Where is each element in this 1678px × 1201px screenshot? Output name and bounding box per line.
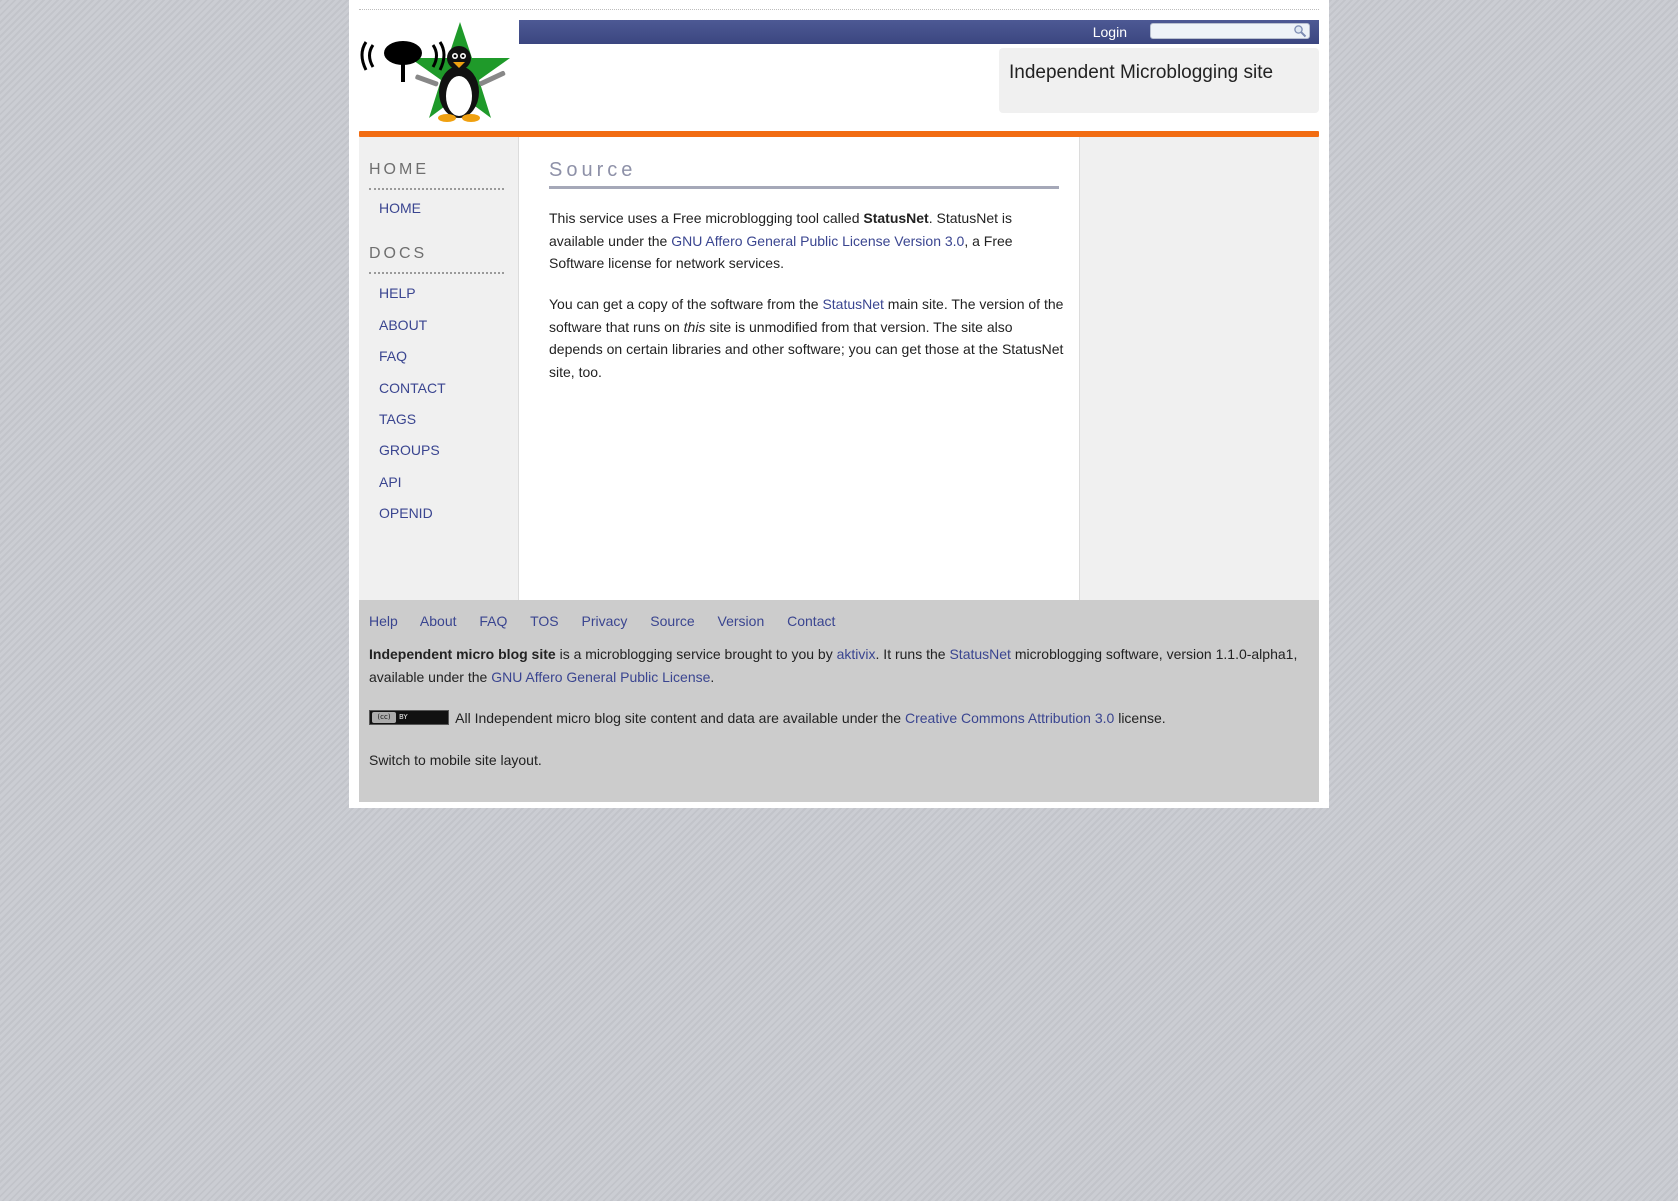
cc-by-badge-icon[interactable] [369, 710, 449, 725]
text: , a Free Software license for network services. [549, 232, 1013, 271]
footer-link-tos[interactable]: TOS [530, 613, 559, 629]
footer-link-about[interactable]: About [419, 613, 457, 629]
search-input[interactable] [1150, 23, 1310, 39]
site-name-bold: Independent micro blog site [369, 646, 556, 662]
footer-link-contact[interactable]: Contact [787, 613, 836, 629]
statusnet-link[interactable]: StatusNet [822, 296, 884, 312]
text: microblogging software, version 1.1.0-alpha1, available under the [369, 646, 1298, 685]
nav-item-groups[interactable]: GROUPS [379, 442, 440, 458]
mobile-layout-link[interactable]: Switch to mobile site layout. [369, 752, 542, 768]
text: All Independent micro blog site content and data are available under the [452, 710, 905, 726]
nav-item-api[interactable]: API [379, 474, 402, 490]
statusnet-footer-link[interactable]: StatusNet [949, 646, 1011, 662]
login-link[interactable]: Login [1092, 24, 1127, 40]
right-aside [1079, 137, 1319, 600]
main-content [539, 137, 1064, 600]
nav-item-help[interactable]: HELP [379, 285, 416, 301]
site-notice: Independent Microblogging site [999, 48, 1319, 113]
nav-item-home[interactable]: HOME [379, 200, 421, 216]
footer-link-source[interactable]: Source [650, 613, 695, 629]
sidebar-nav [359, 137, 519, 600]
nav-item-contact[interactable]: CONTACT [379, 380, 446, 396]
page-wrapper [349, 0, 1329, 808]
nav-item-openid[interactable]: OPENID [379, 505, 433, 521]
nav-item-faq[interactable]: FAQ [379, 348, 408, 364]
nav-item-about[interactable]: ABOUT [379, 317, 428, 333]
tux-star-logo-icon [360, 20, 515, 128]
aktivix-link[interactable]: aktivix [836, 646, 876, 662]
footer-nav [369, 613, 854, 629]
nav-heading-home: HOME [369, 161, 504, 190]
footer-link-version[interactable]: Version [717, 613, 765, 629]
text: main site. The version of the software that runs on [549, 296, 1064, 335]
statusnet-bold: StatusNet [863, 210, 929, 226]
top-nav-bar [519, 20, 1319, 44]
footer-link-help[interactable]: Help [369, 613, 398, 629]
footer-link-faq[interactable]: FAQ [479, 613, 508, 629]
search-icon[interactable] [1293, 24, 1307, 38]
this-emphasis: this [683, 318, 706, 335]
agpl-link[interactable]: GNU Affero General Public License Version 3.0 [671, 232, 965, 249]
cc-label: (cc) [372, 712, 396, 723]
page-title: Source [549, 159, 1059, 189]
text: . StatusNet is available under the [549, 210, 1012, 249]
by-label: BY [399, 713, 408, 721]
source-paragraph-1 [549, 207, 1069, 275]
text: You can get a copy of the software from the [549, 296, 823, 312]
text: is a microblogging service brought to you by [555, 646, 837, 662]
cc-license-link[interactable]: Creative Commons Attribution 3.0 [904, 710, 1115, 726]
footer-link-privacy[interactable]: Privacy [581, 613, 628, 629]
footer-license [369, 707, 1309, 730]
nav-heading-docs: DOCS [369, 245, 504, 274]
footer-about [369, 643, 1309, 688]
text: site is unmodified from that version. The site also depends on certain libraries and other software; you can get those at the StatusNet site, too. [549, 318, 1064, 380]
text: . [710, 668, 715, 685]
top-dotted-rule [359, 9, 1319, 10]
text: license. [1114, 710, 1166, 726]
footer [359, 600, 1319, 802]
text: This service uses a Free microblogging tool called [549, 210, 864, 226]
agpl-footer-link[interactable]: GNU Affero General Public License [491, 668, 711, 685]
nav-item-tags[interactable]: TAGS [379, 411, 417, 427]
text: . It runs the [875, 646, 950, 662]
site-logo[interactable] [360, 20, 515, 128]
source-paragraph-2 [549, 293, 1069, 383]
